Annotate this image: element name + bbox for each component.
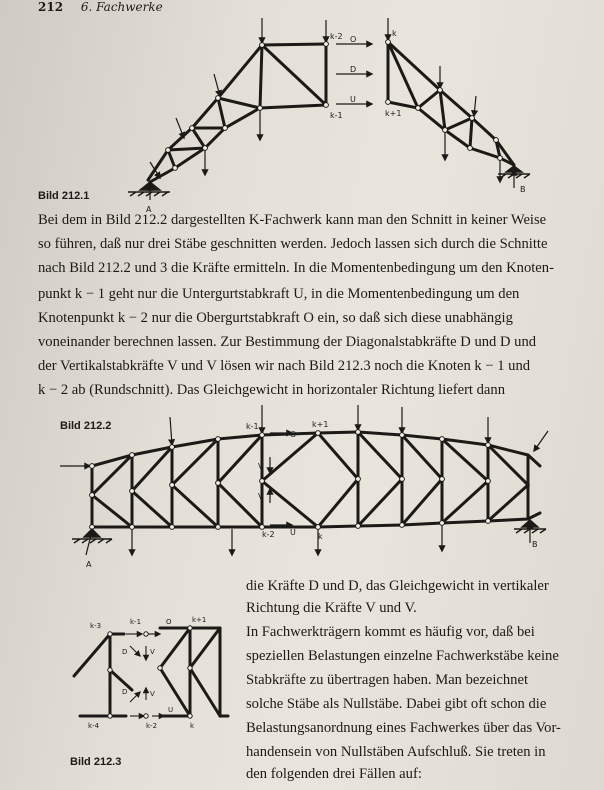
label-k-minus-1: k-1 (246, 422, 259, 431)
figure-212-1 (0, 0, 604, 220)
label-O: O (290, 430, 297, 439)
caption-212-3: Bild 212.3 (70, 756, 122, 768)
k-truss-joints (90, 430, 491, 530)
text-line-17: den folgenden drei Fällen auf: (246, 766, 422, 782)
label-O: O (166, 618, 172, 626)
label-A: A (86, 560, 92, 569)
text-line-6: voneinander berechnen lassen. Zur Bestimmung der Diagonalstabkräfte D und D und (38, 334, 537, 350)
k-truss-supports (72, 520, 546, 543)
text-line-16: handensein von Nullstäben Aufschluß. Sie treten in (246, 744, 546, 760)
caption-212-1: Bild 212.1 (38, 190, 90, 202)
label-k-minus-2: k-2 (262, 530, 275, 539)
cut-truss-members (74, 628, 228, 716)
label-V-upper: V (150, 648, 155, 656)
label-U: U (350, 95, 356, 104)
label-k-minus-2: k-2 (146, 722, 158, 730)
k-truss-members (92, 432, 540, 527)
label-O: O (350, 35, 357, 44)
label-k-plus-1: k+1 (385, 109, 402, 118)
label-B: B (520, 185, 526, 194)
text-line-7: der Vertikalstabkräfte V und V lösen wir nach Bild 212.3 noch die Knoten k − 1 und (38, 358, 531, 374)
label-A: A (146, 205, 152, 214)
label-D: D (350, 65, 357, 74)
text-line-10: Richtung die Kräfte V und V. (246, 600, 417, 616)
label-k-plus-1: k+1 (192, 616, 207, 624)
text-line-15: Belastungsanordnung eines Fachwerkes über das Vor- (246, 720, 561, 736)
label-D-lower: D (122, 688, 128, 696)
text-line-14: solche Stäbe als Nullstäbe. Dabei gibt oft schon die (246, 696, 547, 712)
text-line-13: Stabkräfte zu übertragen haben. Man bezeichnet (246, 672, 529, 688)
text-line-12: speziellen Belastungen einzelne Fachwerkstäbe keine (246, 648, 559, 664)
chapter-title: 6. Fachwerke (80, 0, 163, 14)
label-k-minus-1: k-1 (330, 111, 343, 120)
label-k-minus-2: k-2 (330, 32, 343, 41)
label-k-minus-4: k-4 (88, 722, 100, 730)
label-U: U (290, 528, 296, 537)
text-line-5: Knotenpunkt k − 2 nur die Obergurtstabkraft O ein, so daß sich diese unabhängig (38, 310, 513, 326)
label-B: B (532, 540, 538, 549)
cut-truss-arrows (126, 634, 164, 716)
text-line-4: punkt k − 1 geht nur die Untergurtstabkraft U, in die Momentenbedingung um den (38, 286, 520, 302)
label-k-plus-1: k+1 (312, 420, 329, 429)
label-k-minus-3: k-3 (90, 622, 102, 630)
page-number: 212 (38, 0, 64, 14)
label-k: k (190, 722, 195, 730)
label-k: k (318, 532, 323, 541)
label-V-lower: V (150, 690, 155, 698)
label-k-minus-1: k-1 (130, 618, 142, 626)
label-V-lower: V (258, 492, 264, 501)
text-line-3: nach Bild 212.2 und 3 die Kräfte ermitteln. In die Momentenbedingung um den Knoten- (38, 260, 554, 276)
text-line-11: In Fachwerkträgern kommt es häufig vor, daß bei (246, 624, 535, 640)
label-U: U (168, 706, 174, 714)
text-line-1: Bei dem in Bild 212.2 dargestellten K-Fachwerk kann man den Schnitt in keiner Weise (38, 212, 547, 228)
text-line-9: die Kräfte D und D, das Gleichgewicht in vertikaler (246, 578, 549, 594)
supports (128, 166, 530, 196)
load-arrows (150, 18, 514, 200)
text-line-2: so führen, daß nur drei Stäbe geschnitten werden. Jedoch lassen sich durch die Schnitte (38, 236, 548, 252)
label-k: k (392, 29, 397, 38)
label-D-upper: D (122, 648, 128, 656)
figure-1-labels (146, 29, 526, 214)
figure-212-1-drawing (0, 0, 604, 220)
truss-joints (166, 40, 503, 171)
label-V-upper: V (258, 462, 264, 471)
figure-212-3-drawing (60, 610, 240, 740)
caption-212-2: Bild 212.2 (60, 420, 112, 432)
figure-212-3 (60, 610, 240, 740)
text-line-8: k − 2 ab (Rundschnitt). Das Gleichgewicht in horizontaler Richtung liefert dann (38, 382, 505, 398)
